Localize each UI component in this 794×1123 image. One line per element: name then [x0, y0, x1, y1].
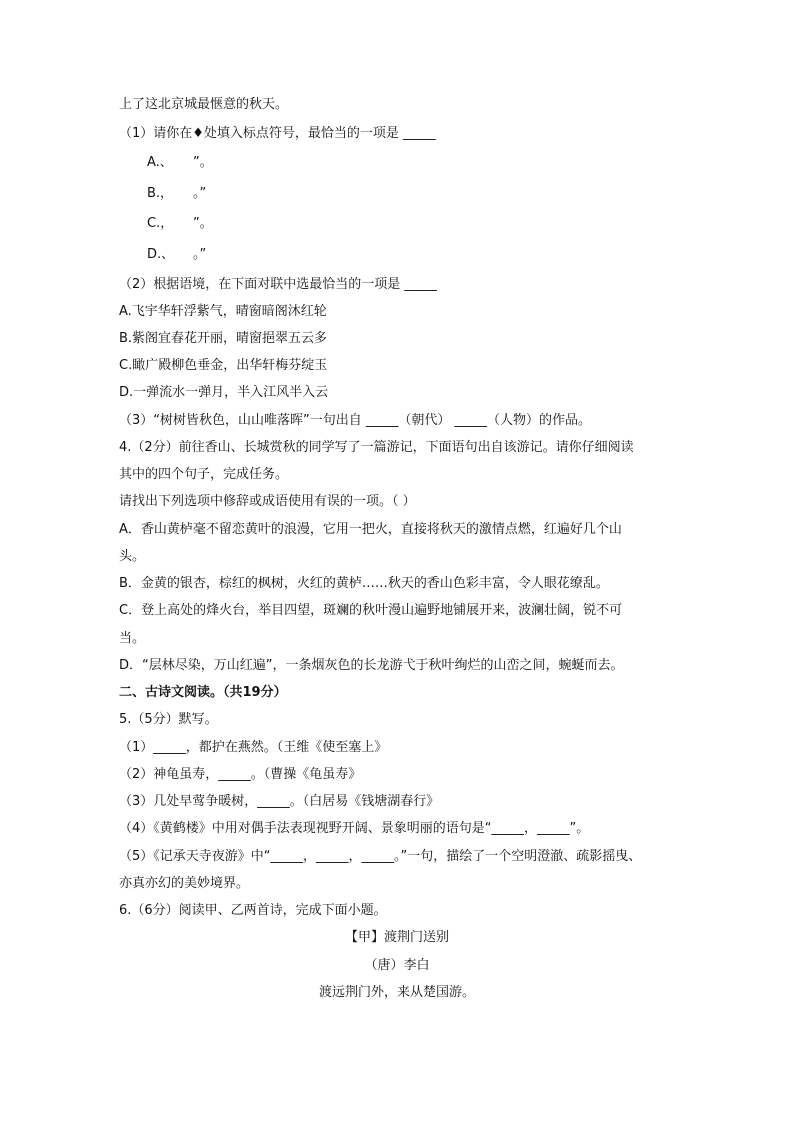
q2-option-c: C.瞰广殿柳色垂金，出华轩梅芬绽玉 [119, 358, 328, 373]
q2-option-b: B.紫阁宜春花开丽，晴窗挹翠五云多 [119, 331, 328, 346]
q1-option-a [147, 153, 213, 173]
q4-option-a-cont: 头。 [119, 549, 146, 564]
q2-option-d: D.一弹流水一弹月，半入江风半入云 [119, 385, 329, 400]
question-2-stem: （2）根据语境，在下面对联中选最恰当的一项是 _____ [119, 277, 437, 292]
poem-line: 渡远荆门外，来从楚国游。 [318, 985, 475, 1000]
question-3-stem: （3）“树树皆秋色，山山唯落晖”一句出自 _____（朝代） _____（人物）的作品。 [119, 413, 592, 428]
question-4-stem: 4.（2分）前往香山、长城赏秋的同学写了一篇游记，下面语句出自该游记。请你仔细阅读 [119, 440, 634, 455]
q1-option-c [147, 214, 213, 234]
q5-item-1: （1）_____，都护在燕然。（王维《使至塞上》 [119, 740, 388, 755]
section-heading: 二、古诗文阅读。（共19分） [119, 685, 287, 700]
option-key: D.、 [147, 247, 175, 262]
question-4-task: 请找出下列选项中修辞或成语使用有误的一项。（ ） [119, 494, 416, 509]
q4-option-c-cont: 当。 [119, 631, 146, 646]
question-1-stem: （1）请你在♦处填入标点符号，最恰当的一项是 _____ [119, 126, 436, 141]
option-value: ”。 [193, 216, 213, 231]
q5-item-2: （2）神龟虽寿，_____。（曹操《龟虽寿》 [119, 767, 362, 782]
q5-item-5-cont: 亦真亦幻的美妙境界。 [119, 876, 250, 891]
q5-item-3: （3）几处早莺争暖树，_____。（白居易《钱塘湖春行》 [119, 794, 440, 809]
q1-option-d [147, 245, 206, 265]
q2-option-a: A.飞宇华轩浮紫气，晴窗暗阁沐红轮 [119, 304, 327, 319]
q4-option-d: D．“层林尽染，万山红遍”，一条烟灰色的长龙游弋于秋叶绚烂的山峦之间，蜿蜒而去。 [119, 658, 624, 673]
poem-author: （唐）李白 [364, 958, 430, 973]
q5-item-5: （5）《记承天寺夜游》中“_____，_____，_____。”一句，描绘了一个空明澄澈、疏影摇曳、 [119, 849, 642, 864]
q5-item-4: （4）《黄鹤楼》中用对偶手法表现视野开阔、景象明丽的语句是“_____，_____”。 [119, 821, 590, 836]
question-4-stem-cont: 其中的四个句子，完成任务。 [119, 467, 289, 482]
text-line: 上了这北京城最惬意的秋天。 [119, 97, 289, 112]
option-value: ”。 [193, 155, 213, 170]
q1-option-b [147, 184, 206, 204]
question-5-stem: 5.（5分）默写。 [119, 712, 218, 727]
q4-option-c: C．登上高处的烽火台，举目四望，斑斓的秋叶漫山遍野地铺展开来，波澜壮阔，锐不可 [119, 603, 623, 618]
question-6-stem: 6.（6分）阅读甲、乙两首诗，完成下面小题。 [119, 903, 387, 918]
poem-title: 【甲】渡荆门送别 [344, 930, 449, 945]
option-key: C.， [147, 216, 174, 231]
option-key: A.、 [147, 155, 173, 170]
option-key: B.， [147, 186, 174, 201]
q4-option-b: B．金黄的银杏，棕红的枫树，火红的黄栌……秋天的香山色彩丰富，令人眼花缭乱。 [119, 576, 609, 591]
q4-option-a: A．香山黄栌毫不留恋黄叶的浪漫，它用一把火，直接将秋天的激情点燃，红遍好几个山 [119, 522, 622, 537]
option-value: 。” [193, 186, 207, 201]
option-value: 。” [193, 247, 207, 262]
